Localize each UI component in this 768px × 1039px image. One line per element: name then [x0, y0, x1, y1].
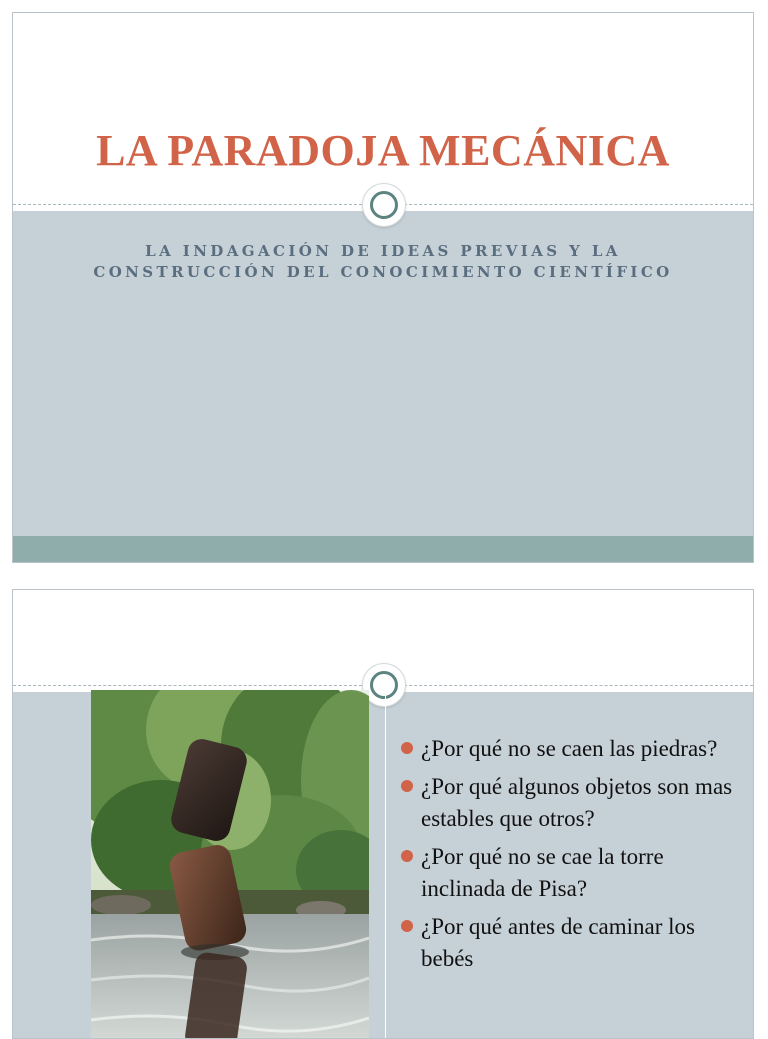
bullet-dot-icon — [401, 850, 413, 862]
list-item: ¿Por qué no se caen las piedras? — [401, 733, 746, 765]
footer-band — [13, 536, 753, 562]
column-divider — [385, 692, 386, 1038]
list-item: ¿Por qué antes de caminar los bebés — [401, 911, 746, 975]
list-item: ¿Por qué no se cae la torre inclinada de Pisa? — [401, 841, 746, 905]
ring-ornament-icon — [363, 184, 405, 226]
slide-subtitle: LA INDAGACIÓN DE IDEAS PREVIAS Y LA CONSTRUCCIÓN DEL CONOCIMIENTO CIENTÍFICO — [93, 242, 673, 281]
bullet-dot-icon — [401, 780, 413, 792]
list-item: ¿Por qué algunos objetos son mas estables que otros? — [401, 771, 746, 835]
slide-title: LA PARADOJA MECÁNICA — [96, 126, 670, 175]
question-list — [401, 733, 746, 981]
bullet-dot-icon — [401, 920, 413, 932]
bullet-dot-icon — [401, 742, 413, 754]
ring-ornament-icon — [363, 664, 405, 706]
content-slide — [12, 589, 754, 1039]
balanced-stones-photo — [91, 690, 369, 1039]
title-area — [13, 13, 753, 205]
title-slide — [12, 12, 754, 563]
